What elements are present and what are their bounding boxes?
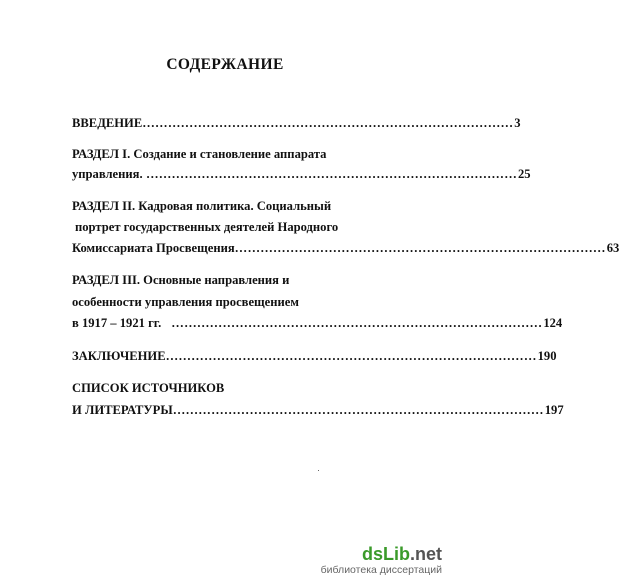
watermark bbox=[321, 545, 442, 576]
leader-dots: …………………………………………………………………………… bbox=[234, 241, 606, 255]
toc-s2-line3: Комиссариата Просвещения bbox=[72, 241, 235, 255]
toc-intro-label: ВВЕДЕНИЕ bbox=[72, 116, 143, 130]
toc-s1-line2: управления. bbox=[72, 167, 143, 181]
toc-s2-line1: РАЗДЕЛ II. Кадровая политика. Социальный bbox=[72, 199, 332, 213]
leader-dots: …………………………………………………………………………… bbox=[165, 349, 537, 363]
toc-conclusion-label: ЗАКЛЮЧЕНИЕ bbox=[72, 349, 166, 363]
watermark-logo-main: dsLib bbox=[361, 544, 410, 564]
scan-speck bbox=[318, 470, 319, 471]
toc-conclusion-page: 190 bbox=[537, 349, 557, 363]
leader-dots: …………………………………………………………………………… bbox=[161, 316, 543, 330]
toc-s3-line1: РАЗДЕЛ III. Основные направления и bbox=[72, 273, 290, 287]
toc-sources-line2: И ЛИТЕРАТУРЫ bbox=[72, 403, 173, 417]
watermark-subtitle: библиотека диссертаций bbox=[320, 564, 442, 576]
toc-s3-line2: особенности управления просвещением bbox=[72, 295, 299, 309]
toc-s1-line1: РАЗДЕЛ I. Создание и становление аппарата bbox=[72, 147, 327, 161]
toc-entry-conclusion bbox=[72, 349, 557, 364]
toc-entry-s2 bbox=[72, 241, 619, 256]
toc-s2-line2: портрет государственных деятелей Народного bbox=[75, 220, 339, 234]
toc-s2-page: 63 bbox=[606, 241, 619, 255]
page-title: СОДЕРЖАНИЕ bbox=[166, 56, 284, 73]
toc-sources-line1: СПИСОК ИСТОЧНИКОВ bbox=[72, 381, 225, 395]
toc-s1-page: 25 bbox=[518, 167, 531, 181]
leader-dots: …………………………………………………………………………… bbox=[172, 403, 544, 417]
toc-s3-line3: в 1917 – 1921 гг. bbox=[72, 316, 162, 330]
toc-entry-intro bbox=[72, 116, 521, 131]
watermark-logo bbox=[321, 545, 442, 563]
leader-dots: …………………………………………………………………………… bbox=[142, 167, 517, 181]
leader-dots: …………………………………………………………………………… bbox=[142, 116, 514, 130]
toc-entry-s1 bbox=[72, 167, 531, 182]
toc-sources-page: 197 bbox=[544, 403, 564, 417]
toc-entry-sources bbox=[72, 403, 564, 418]
toc-s3-page: 124 bbox=[543, 316, 563, 330]
toc-intro-page: 3 bbox=[514, 116, 521, 130]
watermark-logo-tld: .net bbox=[409, 544, 442, 564]
toc-entry-s3 bbox=[72, 316, 563, 331]
